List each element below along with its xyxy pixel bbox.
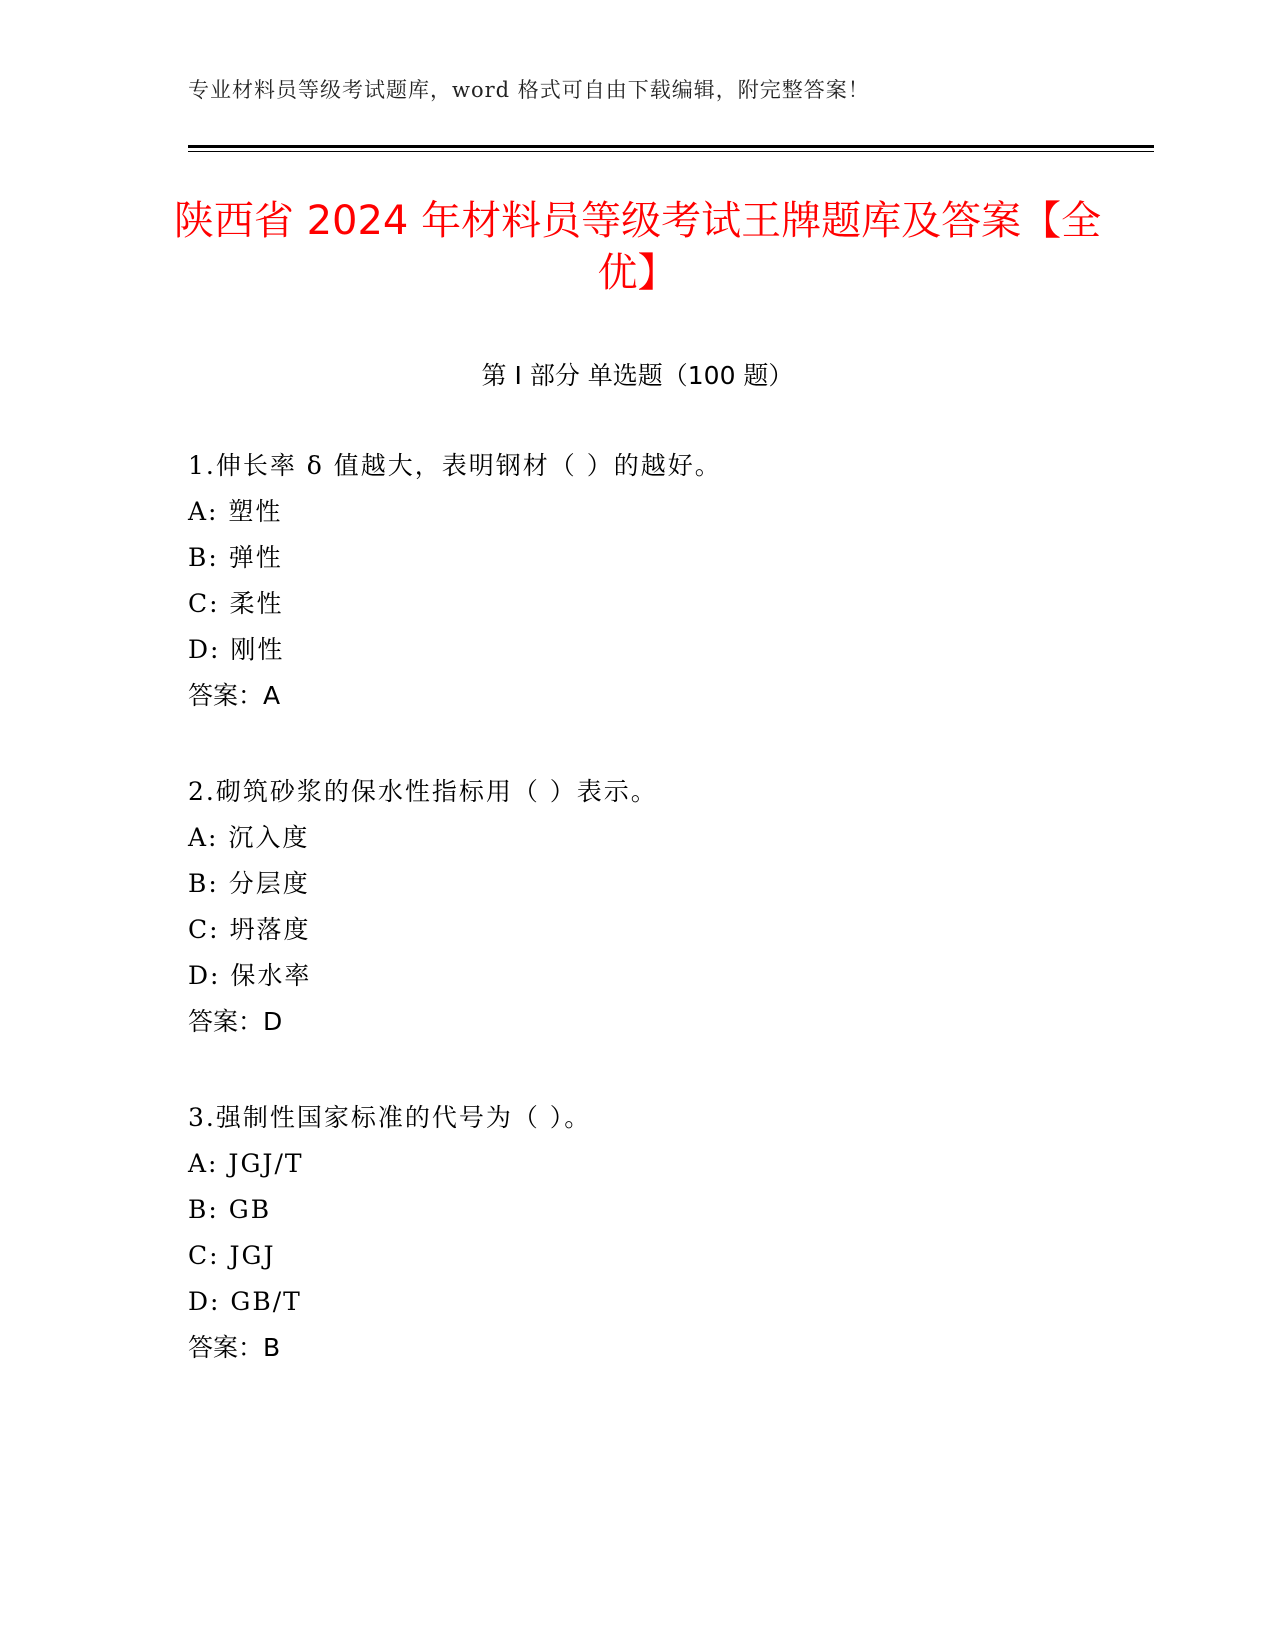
option-b: B: 弹性 <box>188 543 283 572</box>
question-2 <box>188 769 1128 1045</box>
question-list <box>188 443 1128 1421</box>
option-d: D: 刚性 <box>188 635 285 664</box>
answer-line: 答案：D <box>188 1007 283 1036</box>
section-heading: 第 I 部分 单选题（100 题） <box>481 361 794 390</box>
option-b: B: GB <box>188 1195 272 1224</box>
option-b: B: 分层度 <box>188 869 310 898</box>
header-note: 专业材料员等级考试题库，word 格式可自由下载编辑，附完整答案！ <box>188 78 870 102</box>
question-3 <box>188 1095 1128 1371</box>
question-stem: 2.砌筑砂浆的保水性指标用（ ）表示。 <box>188 777 658 806</box>
header-rule-thin <box>188 151 1154 152</box>
option-c: C: JGJ <box>188 1241 276 1270</box>
answer-line: 答案：B <box>188 1333 281 1362</box>
option-a: A: 沉入度 <box>188 823 310 852</box>
header-rule-thick <box>188 145 1154 148</box>
question-1 <box>188 443 1128 719</box>
question-stem: 1.伸长率 δ 值越大，表明钢材（ ）的越好。 <box>188 451 722 480</box>
option-c: C: 柔性 <box>188 589 284 618</box>
document-title: 陕西省 2024 年材料员等级考试王牌题库及答案【全优】 <box>173 198 1102 296</box>
answer-line: 答案：A <box>188 681 281 710</box>
option-d: D: 保水率 <box>188 961 312 990</box>
option-d: D: GB/T <box>188 1287 302 1316</box>
option-a: A: 塑性 <box>188 497 283 526</box>
option-c: C: 坍落度 <box>188 915 311 944</box>
question-stem: 3.强制性国家标准的代号为（ ）。 <box>188 1103 592 1132</box>
option-a: A: JGJ/T <box>188 1149 304 1178</box>
